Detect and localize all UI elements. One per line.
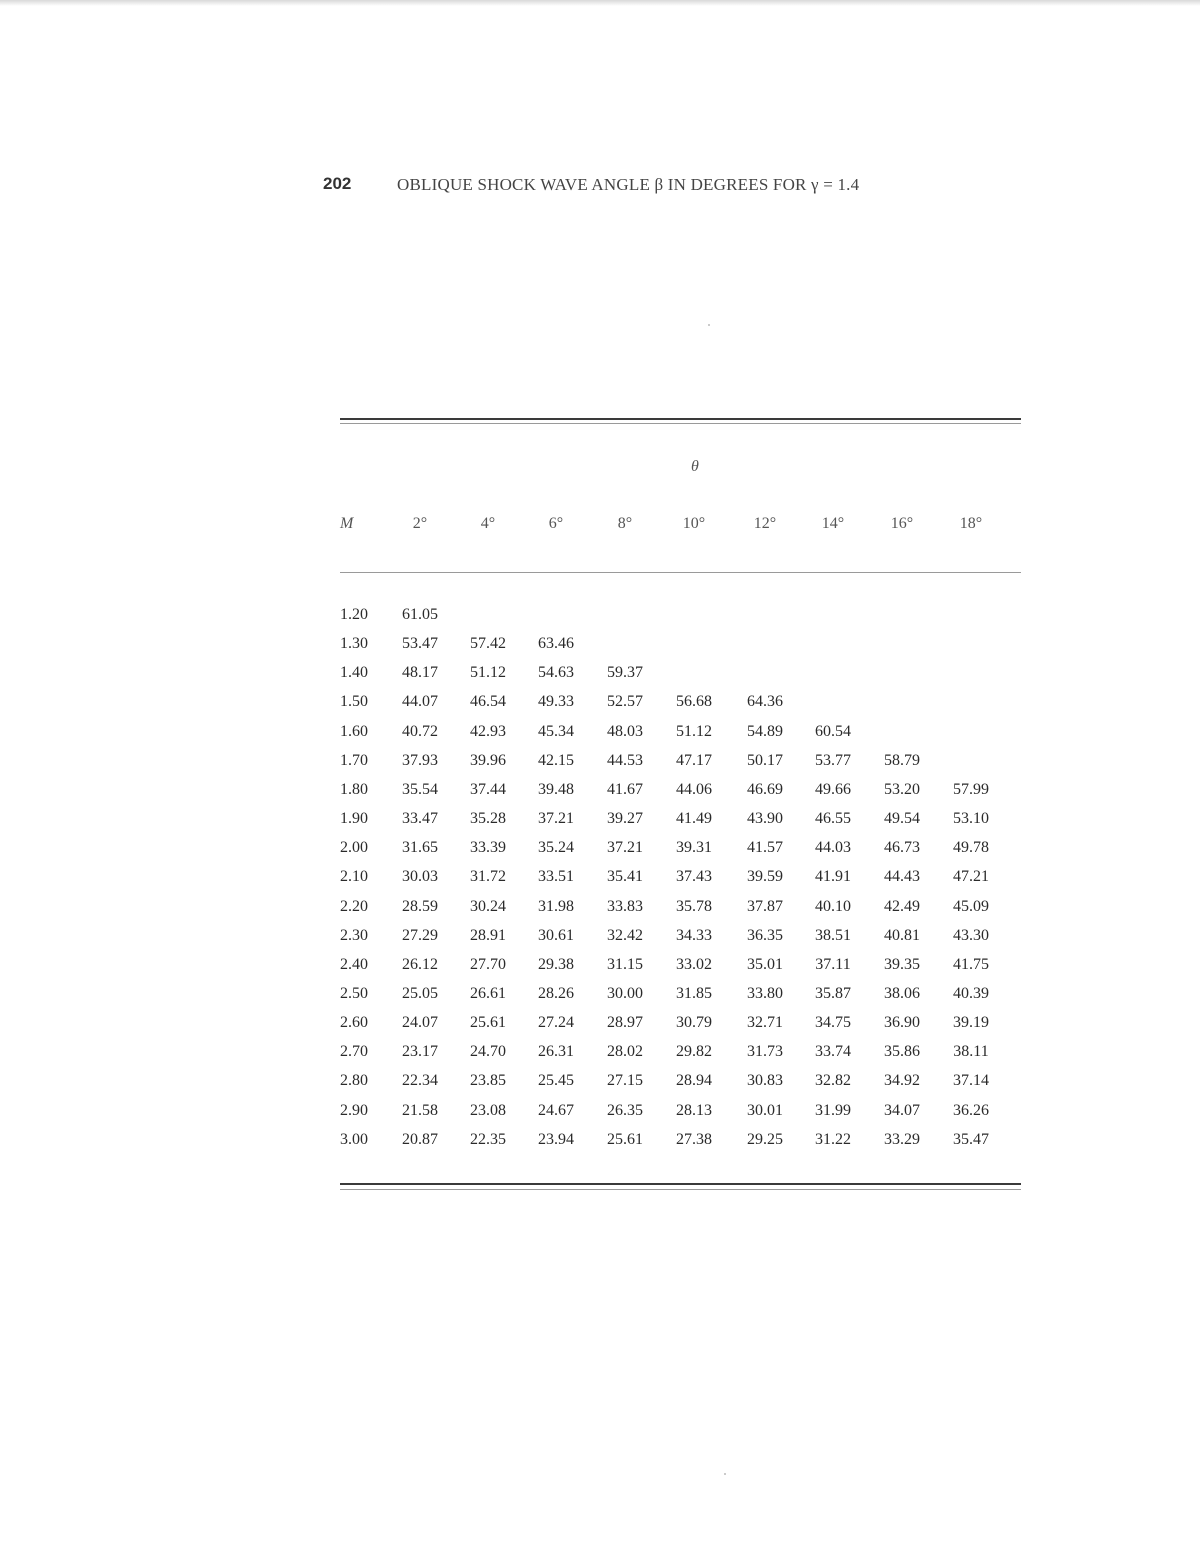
beta-cell: 24.67	[538, 1102, 574, 1119]
beta-cell: 39.48	[538, 781, 574, 798]
beta-cell: 31.72	[470, 868, 506, 885]
beta-cell: 30.00	[607, 985, 643, 1002]
beta-cell: 27.38	[676, 1131, 712, 1148]
beta-cell: 51.12	[470, 664, 506, 681]
beta-cell: 39.96	[470, 752, 506, 769]
beta-cell: 41.67	[607, 781, 643, 798]
beta-cell: 51.12	[676, 723, 712, 740]
mach-value: 1.60	[340, 723, 368, 740]
beta-cell: 37.93	[402, 752, 438, 769]
beta-cell: 49.78	[953, 839, 989, 856]
beta-cell: 36.90	[884, 1014, 920, 1031]
beta-cell: 28.94	[676, 1072, 712, 1089]
beta-cell: 23.17	[402, 1043, 438, 1060]
mach-value: 2.90	[340, 1102, 368, 1119]
beta-cell: 33.47	[402, 810, 438, 827]
beta-cell: 22.34	[402, 1072, 438, 1089]
beta-cell: 40.10	[815, 898, 851, 915]
beta-cell: 44.43	[884, 868, 920, 885]
beta-cell: 39.27	[607, 810, 643, 827]
beta-cell: 28.91	[470, 927, 506, 944]
beta-cell: 33.80	[747, 985, 783, 1002]
beta-cell: 28.13	[676, 1102, 712, 1119]
beta-cell: 37.14	[953, 1072, 989, 1089]
page-number: 202	[323, 174, 352, 193]
beta-cell: 23.94	[538, 1131, 574, 1148]
mach-value: 2.60	[340, 1014, 368, 1031]
beta-cell: 42.15	[538, 752, 574, 769]
beta-cell: 35.78	[676, 898, 712, 915]
theta-group-label: θ	[691, 458, 699, 475]
beta-cell: 40.81	[884, 927, 920, 944]
beta-cell: 40.72	[402, 723, 438, 740]
beta-cell: 37.44	[470, 781, 506, 798]
mach-value: 2.10	[340, 868, 368, 885]
mach-value: 1.80	[340, 781, 368, 798]
beta-cell: 37.21	[538, 810, 574, 827]
beta-cell: 26.31	[538, 1043, 574, 1060]
theta-column-header: 10°	[682, 515, 706, 532]
beta-cell: 63.46	[538, 635, 574, 652]
beta-cell: 35.24	[538, 839, 574, 856]
beta-cell: 23.85	[470, 1072, 506, 1089]
scan-speck	[708, 324, 710, 326]
beta-cell: 33.83	[607, 898, 643, 915]
beta-cell: 33.39	[470, 839, 506, 856]
beta-cell: 26.12	[402, 956, 438, 973]
beta-cell: 38.11	[953, 1043, 989, 1060]
beta-cell: 34.07	[884, 1102, 920, 1119]
scan-speck	[724, 1473, 726, 1475]
beta-cell: 34.92	[884, 1072, 920, 1089]
beta-cell: 35.87	[815, 985, 851, 1002]
running-title: OBLIQUE SHOCK WAVE ANGLE β IN DEGREES FOR γ = 1.4	[397, 175, 860, 194]
beta-cell: 46.54	[470, 693, 506, 710]
beta-cell: 53.47	[402, 635, 438, 652]
theta-column-header: 16°	[890, 515, 914, 532]
beta-cell: 25.45	[538, 1072, 574, 1089]
beta-cell: 54.89	[747, 723, 783, 740]
beta-cell: 33.02	[676, 956, 712, 973]
mach-value: 2.50	[340, 985, 368, 1002]
beta-cell: 30.03	[402, 868, 438, 885]
beta-cell: 49.54	[884, 810, 920, 827]
scan-edge	[0, 0, 1200, 6]
beta-cell: 64.36	[747, 693, 783, 710]
beta-cell: 57.42	[470, 635, 506, 652]
beta-cell: 41.57	[747, 839, 783, 856]
beta-cell: 30.61	[538, 927, 574, 944]
beta-cell: 52.57	[607, 693, 643, 710]
mach-value: 2.80	[340, 1072, 368, 1089]
beta-cell: 48.03	[607, 723, 643, 740]
beta-cell: 43.90	[747, 810, 783, 827]
theta-column-header: 6°	[548, 515, 564, 532]
beta-cell: 61.05	[402, 606, 438, 623]
beta-cell: 24.70	[470, 1043, 506, 1060]
mach-value: 1.90	[340, 810, 368, 827]
beta-cell: 34.33	[676, 927, 712, 944]
beta-cell: 28.59	[402, 898, 438, 915]
table-top-rule	[340, 418, 1021, 420]
theta-column-header: 8°	[617, 515, 633, 532]
beta-cell: 30.01	[747, 1102, 783, 1119]
beta-cell: 20.87	[402, 1131, 438, 1148]
mach-value: 2.00	[340, 839, 368, 856]
beta-cell: 57.99	[953, 781, 989, 798]
theta-column-header: 18°	[959, 515, 983, 532]
beta-cell: 39.35	[884, 956, 920, 973]
beta-cell: 44.03	[815, 839, 851, 856]
beta-cell: 60.54	[815, 723, 851, 740]
beta-cell: 36.26	[953, 1102, 989, 1119]
beta-cell: 53.10	[953, 810, 989, 827]
beta-cell: 31.73	[747, 1043, 783, 1060]
beta-cell: 32.42	[607, 927, 643, 944]
mach-value: 2.30	[340, 927, 368, 944]
beta-cell: 32.71	[747, 1014, 783, 1031]
beta-cell: 39.59	[747, 868, 783, 885]
beta-cell: 39.19	[953, 1014, 989, 1031]
beta-cell: 25.61	[470, 1014, 506, 1031]
beta-cell: 27.15	[607, 1072, 643, 1089]
beta-cell: 35.41	[607, 868, 643, 885]
theta-column-header: 4°	[480, 515, 496, 532]
beta-cell: 37.21	[607, 839, 643, 856]
beta-cell: 42.49	[884, 898, 920, 915]
beta-cell: 27.70	[470, 956, 506, 973]
beta-cell: 36.35	[747, 927, 783, 944]
beta-cell: 31.65	[402, 839, 438, 856]
beta-cell: 46.73	[884, 839, 920, 856]
beta-cell: 47.17	[676, 752, 712, 769]
table-bottom-rule-inner	[340, 1189, 1021, 1190]
beta-cell: 25.61	[607, 1131, 643, 1148]
beta-cell: 31.99	[815, 1102, 851, 1119]
beta-cell: 29.38	[538, 956, 574, 973]
beta-cell: 22.35	[470, 1131, 506, 1148]
beta-cell: 30.79	[676, 1014, 712, 1031]
beta-cell: 38.06	[884, 985, 920, 1002]
theta-column-header: 2°	[412, 515, 428, 532]
beta-cell: 53.20	[884, 781, 920, 798]
mach-value: 1.70	[340, 752, 368, 769]
mach-value: 2.40	[340, 956, 368, 973]
beta-cell: 28.97	[607, 1014, 643, 1031]
beta-cell: 38.51	[815, 927, 851, 944]
table-bottom-rule	[340, 1183, 1021, 1185]
beta-cell: 45.34	[538, 723, 574, 740]
beta-cell: 35.47	[953, 1131, 989, 1148]
mach-value: 1.30	[340, 635, 368, 652]
beta-cell: 48.17	[402, 664, 438, 681]
beta-cell: 35.86	[884, 1043, 920, 1060]
beta-cell: 50.17	[747, 752, 783, 769]
beta-cell: 49.33	[538, 693, 574, 710]
table-top-rule-inner	[340, 423, 1021, 424]
beta-cell: 26.35	[607, 1102, 643, 1119]
beta-cell: 49.66	[815, 781, 851, 798]
beta-cell: 40.39	[953, 985, 989, 1002]
beta-cell: 23.08	[470, 1102, 506, 1119]
beta-cell: 34.75	[815, 1014, 851, 1031]
beta-cell: 33.51	[538, 868, 574, 885]
beta-cell: 31.85	[676, 985, 712, 1002]
beta-cell: 30.83	[747, 1072, 783, 1089]
beta-cell: 44.07	[402, 693, 438, 710]
beta-cell: 41.75	[953, 956, 989, 973]
beta-cell: 32.82	[815, 1072, 851, 1089]
beta-cell: 37.43	[676, 868, 712, 885]
beta-cell: 46.69	[747, 781, 783, 798]
beta-cell: 29.25	[747, 1131, 783, 1148]
beta-cell: 42.93	[470, 723, 506, 740]
beta-cell: 37.87	[747, 898, 783, 915]
mach-value: 1.50	[340, 693, 368, 710]
beta-cell: 31.15	[607, 956, 643, 973]
mach-column-header: M	[340, 515, 354, 532]
beta-cell: 35.54	[402, 781, 438, 798]
theta-column-header: 14°	[821, 515, 845, 532]
beta-cell: 47.21	[953, 868, 989, 885]
beta-cell: 28.26	[538, 985, 574, 1002]
beta-cell: 31.22	[815, 1131, 851, 1148]
mach-value: 2.70	[340, 1043, 368, 1060]
beta-cell: 39.31	[676, 839, 712, 856]
beta-cell: 43.30	[953, 927, 989, 944]
theta-column-header: 12°	[753, 515, 777, 532]
beta-cell: 29.82	[676, 1043, 712, 1060]
beta-cell: 24.07	[402, 1014, 438, 1031]
beta-cell: 28.02	[607, 1043, 643, 1060]
beta-cell: 53.77	[815, 752, 851, 769]
beta-cell: 27.29	[402, 927, 438, 944]
beta-cell: 33.29	[884, 1131, 920, 1148]
mach-value: 3.00	[340, 1131, 368, 1148]
beta-cell: 27.24	[538, 1014, 574, 1031]
beta-cell: 33.74	[815, 1043, 851, 1060]
beta-cell: 44.06	[676, 781, 712, 798]
beta-cell: 56.68	[676, 693, 712, 710]
beta-cell: 37.11	[815, 956, 851, 973]
beta-cell: 30.24	[470, 898, 506, 915]
beta-cell: 41.49	[676, 810, 712, 827]
beta-cell: 35.28	[470, 810, 506, 827]
beta-cell: 46.55	[815, 810, 851, 827]
beta-cell: 26.61	[470, 985, 506, 1002]
beta-cell: 35.01	[747, 956, 783, 973]
beta-cell: 25.05	[402, 985, 438, 1002]
beta-cell: 45.09	[953, 898, 989, 915]
beta-cell: 31.98	[538, 898, 574, 915]
beta-cell: 59.37	[607, 664, 643, 681]
mach-value: 1.40	[340, 664, 368, 681]
header-separator-rule	[340, 572, 1021, 573]
beta-cell: 44.53	[607, 752, 643, 769]
beta-cell: 54.63	[538, 664, 574, 681]
mach-value: 1.20	[340, 606, 368, 623]
beta-cell: 41.91	[815, 868, 851, 885]
mach-value: 2.20	[340, 898, 368, 915]
beta-cell: 58.79	[884, 752, 920, 769]
beta-cell: 21.58	[402, 1102, 438, 1119]
